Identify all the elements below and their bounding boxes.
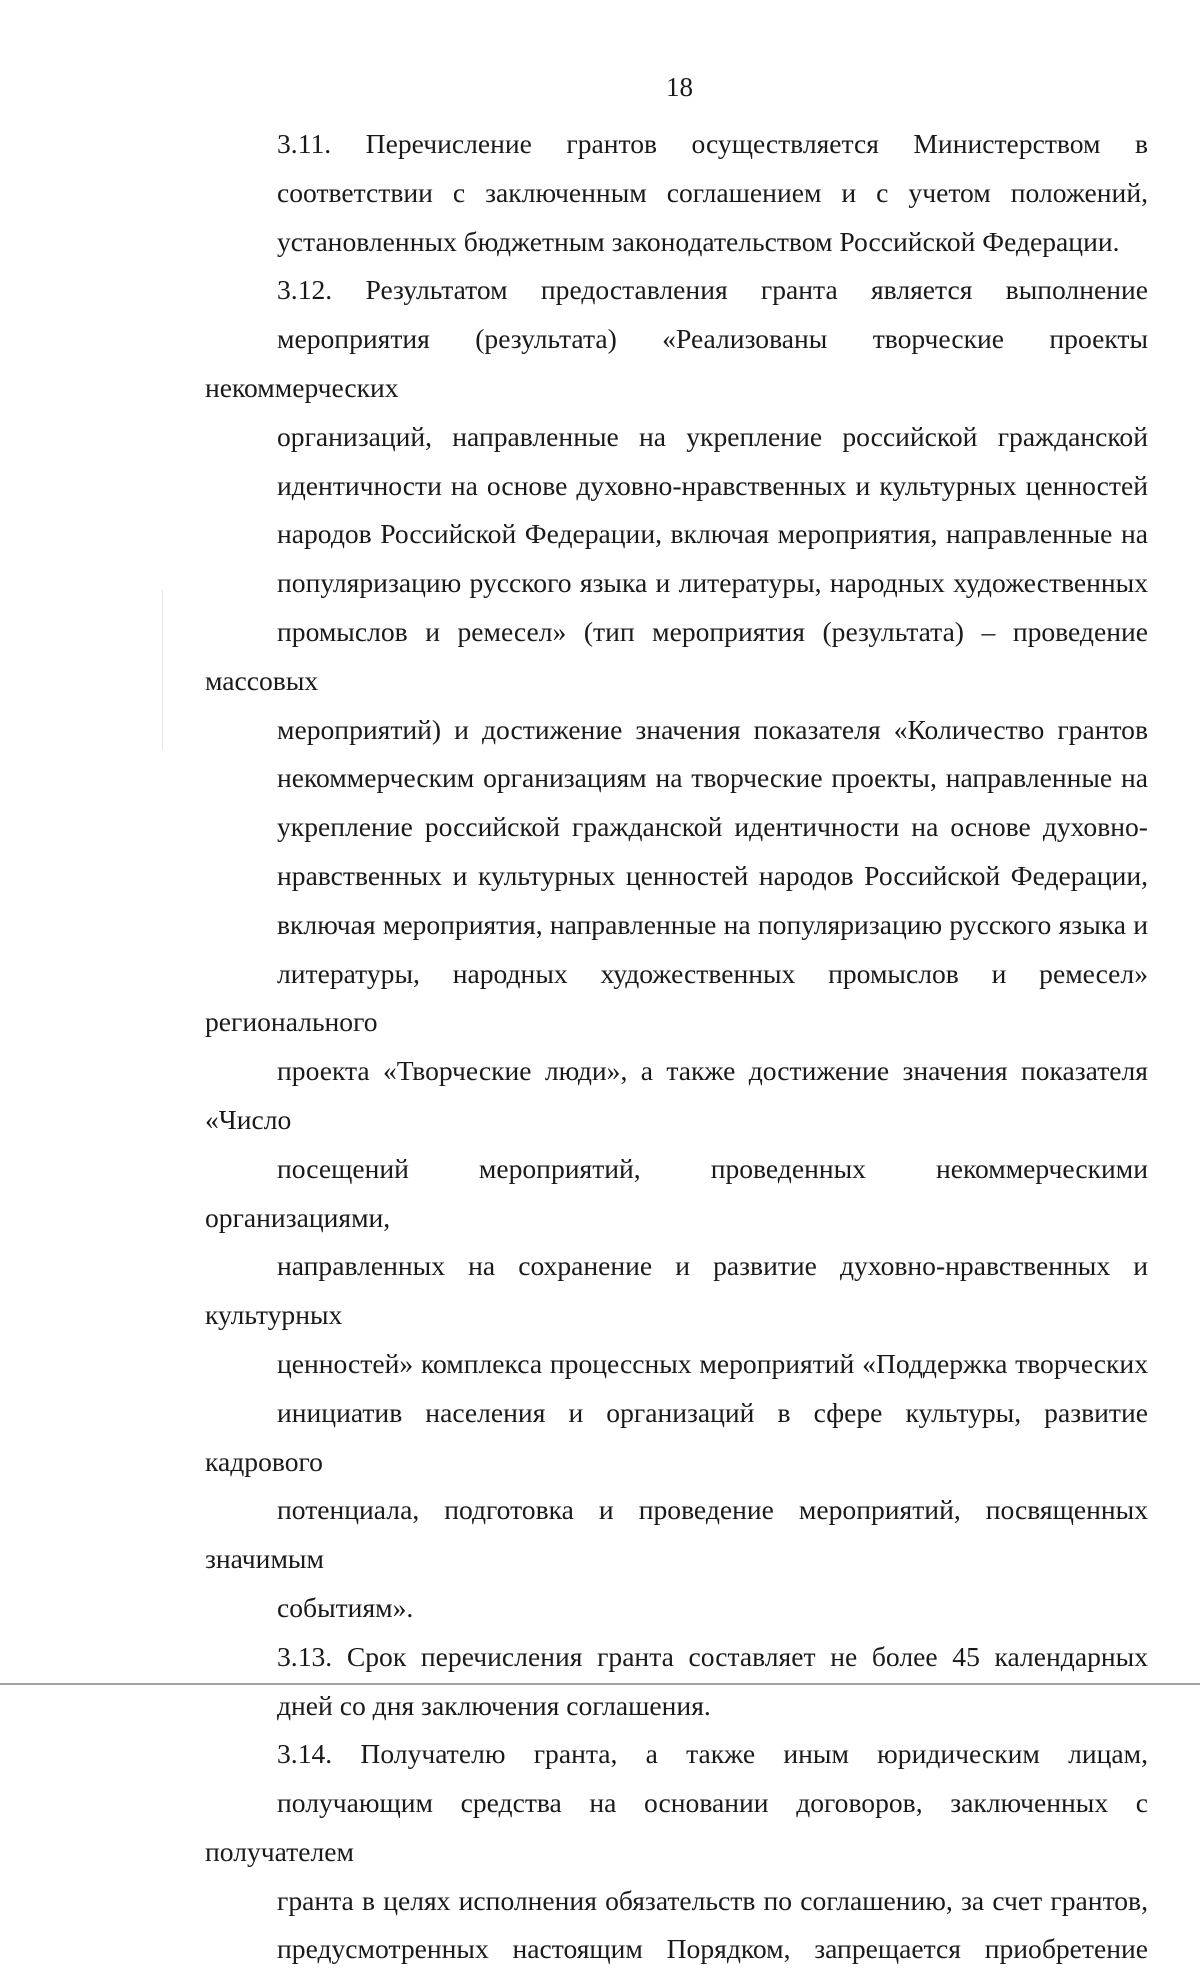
paragraph-3-14 (205, 1730, 1148, 1974)
text-line: получающим средства на основании договоров, заключенных с получателем (205, 1787, 1148, 1867)
text-line: ценностей» комплекса процессных мероприятий «Поддержка творческих (277, 1347, 1148, 1379)
scan-edge-mark (162, 590, 163, 750)
text-line: посещений мероприятий, проведенных некоммерческими организациями, (205, 1152, 1148, 1233)
scan-bottom-edge (0, 1683, 1200, 1685)
text-line: событиям». (277, 1591, 414, 1623)
paragraph-3-12 (205, 266, 1148, 1632)
text-line: организаций, направленные на укрепление российской гражданской (277, 420, 1148, 452)
text-line: литературы, народных художественных промыслов и ремесел» регионального (205, 957, 1148, 1038)
text-line: включая мероприятия, направленные на популяризацию русского языка и (277, 908, 1148, 940)
page-number: 18 (666, 72, 693, 102)
text-line: соответствии с заключенным соглашением и с учетом положений, (277, 176, 1148, 208)
document-body (205, 120, 1148, 1974)
text-line: некоммерческим организациям на творческие проекты, направленные на (277, 762, 1148, 794)
text-line: 3.14. Получателю гранта, а также иным юридическим лицам, (277, 1738, 1148, 1770)
text-line: укрепление российской гражданской идентичности на основе духовно- (277, 811, 1148, 843)
paragraph-3-11 (205, 120, 1148, 266)
text-line: дней со дня заключения соглашения. (277, 1689, 711, 1721)
text-line: народов Российской Федерации, включая мероприятия, направленные на (277, 518, 1148, 550)
text-line: установленных бюджетным законодательством Российской Федерации. (277, 225, 1120, 257)
text-line: 3.12. Результатом предоставления гранта является выполнение (277, 274, 1148, 306)
text-line: нравственных и культурных ценностей народов Российской Федерации, (277, 859, 1148, 891)
text-line: 3.11. Перечисление грантов осуществляется Министерством в (277, 128, 1148, 159)
text-line: идентичности на основе духовно-нравственных и культурных ценностей (277, 469, 1148, 501)
text-line: мероприятий) и достижение значения показателя «Количество грантов (277, 713, 1148, 745)
text-line: направленных на сохранение и развитие духовно-нравственных и культурных (205, 1250, 1148, 1331)
text-line: гранта в целях исполнения обязательств по соглашению, за счет грантов, (277, 1884, 1148, 1916)
text-line: 3.13. Срок перечисления гранта составляет не более 45 календарных (277, 1640, 1148, 1672)
paragraph-3-13 (205, 1633, 1148, 1731)
text-line: мероприятия (результата) «Реализованы творческие проекты некоммерческих (205, 323, 1148, 403)
text-line: предусмотренных настоящим Порядком, запрещается приобретение (277, 1933, 1148, 1965)
text-line: популяризацию русского языка и литературы, народных художественных (277, 567, 1148, 599)
text-line: инициатив населения и организаций в сфере культуры, развитие кадрового (205, 1396, 1148, 1477)
text-line: промыслов и ремесел» (тип мероприятия (результата) – проведение массовых (205, 615, 1148, 696)
text-line: проекта «Творческие люди», а также достижение значения показателя «Число (205, 1055, 1148, 1135)
text-line: потенциала, подготовка и проведение мероприятий, посвященных значимым (205, 1494, 1148, 1575)
